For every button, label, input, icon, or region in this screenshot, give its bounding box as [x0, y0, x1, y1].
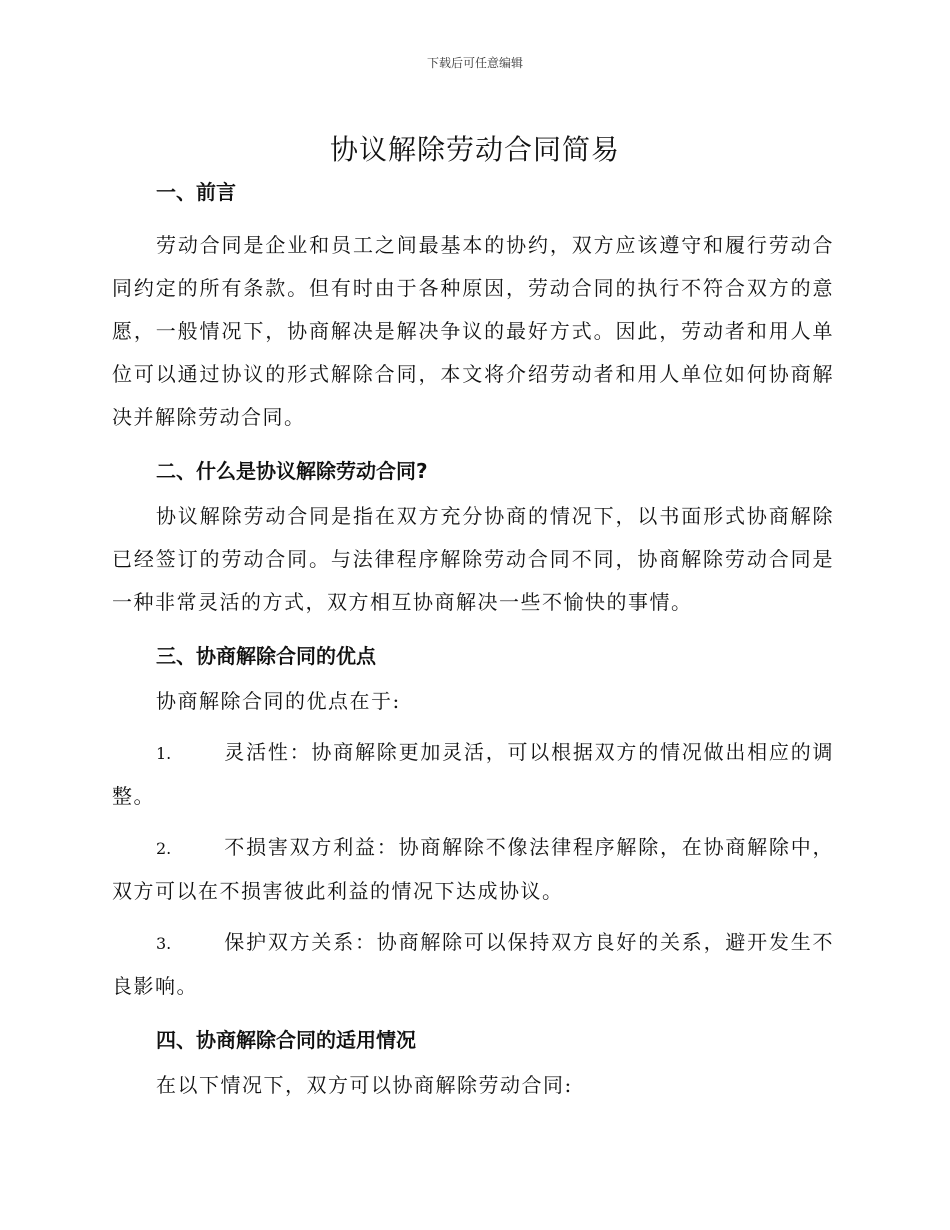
- list-text: 不损害双方利益：协商解除不像法律程序解除，在协商解除中，双方可以在不损害彼此利益的情况下达成协议。: [112, 835, 834, 903]
- list-number: 2.: [156, 839, 172, 858]
- section-paragraph: 协议解除劳动合同是指在双方充分协商的情况下，以书面形式协商解除已经签订的劳动合同。与法律程序解除劳动合同不同，协商解除劳动合同是一种非常灵活的方式，双方相互协商解决一些不愉快的事情。: [112, 504, 834, 614]
- document-body: [112, 176, 834, 1107]
- list-item: [112, 921, 834, 1008]
- section-paragraph: 劳动合同是企业和员工之间最基本的协约，双方应该遵守和履行劳动合同约定的所有条款。但有时由于各种原因，劳动合同的执行不符合双方的意愿，一般情况下，协商解决是解决争议的最好方式。因此，劳动者和用人单位可以通过协议的形式解除合同，本文将介绍劳动者和用人单位如何协商解决并解除劳动合同。: [112, 233, 834, 429]
- list-number: 3.: [156, 934, 172, 953]
- section-heading-preface: 一、前言: [156, 180, 236, 204]
- section-intro: 协商解除合同的优点在于:: [156, 689, 401, 713]
- section-intro: 在以下情况下，双方可以协商解除劳动合同:: [156, 1073, 573, 1097]
- list-text: 灵活性：协商解除更加灵活，可以根据双方的情况做出相应的调整。: [112, 740, 834, 808]
- list-item: [112, 731, 834, 818]
- list-item: [112, 826, 834, 913]
- document-title: 协议解除劳动合同简易: [329, 133, 620, 166]
- list-text: 保护双方关系：协商解除可以保持双方良好的关系，避开发生不良影响。: [112, 930, 834, 998]
- header-note: 下载后可任意编辑: [426, 56, 523, 70]
- section-heading-applicable-cases: 四、协商解除合同的适用情况: [156, 1028, 416, 1052]
- list-number: 1.: [156, 744, 172, 763]
- section-heading-advantages: 三、协商解除合同的优点: [156, 644, 376, 668]
- section-heading-definition: 二、什么是协议解除劳动合同?: [156, 459, 428, 483]
